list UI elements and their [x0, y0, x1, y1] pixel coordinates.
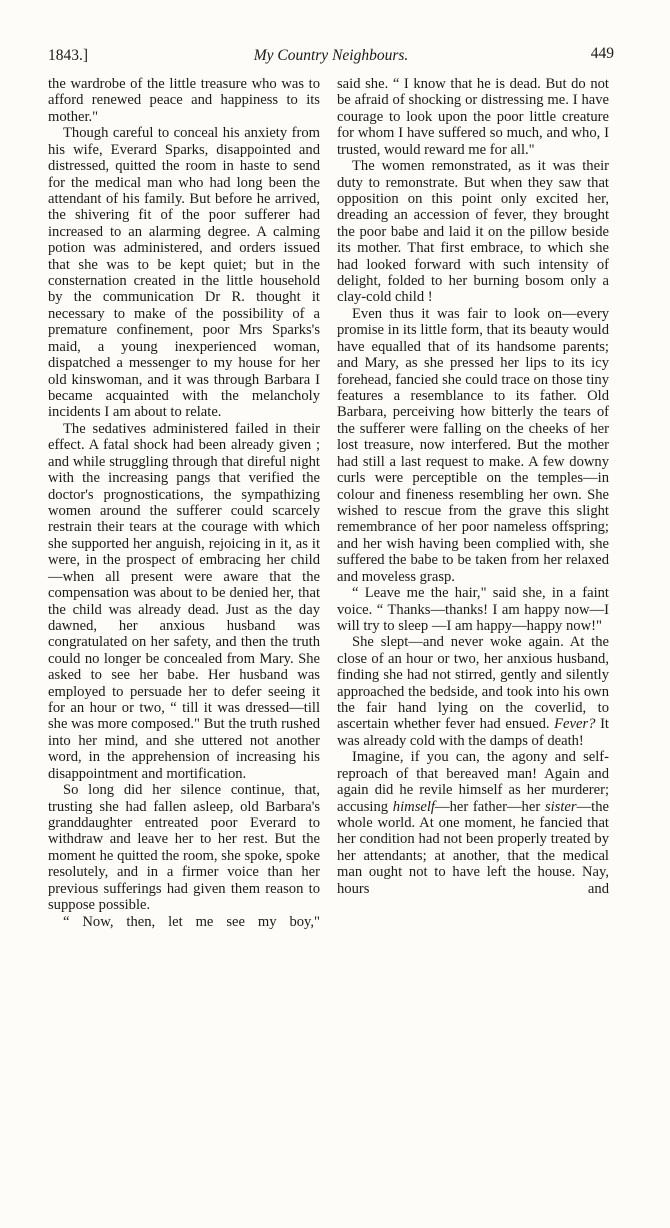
- running-header: [48, 46, 614, 68]
- paragraph-text: Imagine, if you can, the agony and self-reproach of that bereaved man! Again and again did he revile himself as her murderer; accusing: [337, 749, 609, 815]
- paragraph: Though careful to conceal his anxiety from his wife, Everard Sparks, disappointed and distressed, quitted the room in haste to send for the medical man who had long been the attendant of his family. But before he arrived, the shivering fit of the poor sufferer had increased to an alarming degree. A calming potion was administered, and orders issued that she was to be kept quiet; but in the consternation created in the little household by the communication Dr R. thought it necessary to make of the possibility of a premature confinement, poor Mrs Sparks's maid, a young inexperienced woman, dispatched a messenger to my house for her old kinswoman, and it was through Barbara I became acquainted with the melancholy incidents I am about to relate.: [48, 125, 320, 421]
- paragraph: said she. “ I know that he is dead. But do not be afraid of shocking or distressing me. I have courage to look upon the poor little creature for whom I have suffered so much, and who, I trusted, would reward me for all.": [337, 76, 609, 158]
- header-year: 1843.]: [48, 47, 89, 64]
- paragraph-text: She slept—and never woke again. At the close of an hour or two, her anxious husband, finding she had not stirred, gently and silently approached the bedside, and took into his own the fair hand lying on the coverlid, to ascertain whether fever had ensued.: [337, 634, 609, 733]
- italic-word: himself: [392, 798, 435, 815]
- paragraph: the wardrobe of the little treasure who was to afford renewed peace and happiness to its mother.": [48, 76, 320, 125]
- paragraph: [337, 634, 609, 749]
- paragraph: “ Now, then, let me see my boy,": [63, 913, 320, 930]
- italic-word: Fever?: [554, 716, 596, 733]
- paragraph: The women remonstrated, as it was their duty to remonstrate. But when they saw that opposition on this point only excited her, dreading an accession of fever, they brought the poor babe and laid it on the pillow beside its mother. That first embrace, to which she had looked forward with such intensity of delight, folded to her burning bosom only a clay-cold child !: [337, 158, 609, 306]
- paragraph: The sedatives administered failed in their effect. A fatal shock had been already given ; and while struggling through that direful night with the increasing pangs that verified the doctor's prognostications, the sympathizing women around the sufferer could scarcely restrain their tears at the courage with which she supported her anguish, rejoicing in it, as it were, in the prospect of embracing her child—when all present were aware that the compensation was about to be denied her, that the child was already dead. Just as the day dawned, her anxious husband was congratulated on her safety, and then the truth could no longer be concealed from Mary. She asked to see her babe. Her husband was employed to persuade her to defer seeing it for an hour or two, “ till it was dressed—till she was more composed." But the truth rushed into her mind, and she uttered not another word, in the apprehension of increasing his disappointment and mortification.: [48, 420, 320, 782]
- page-number: 449: [590, 45, 614, 62]
- paragraph: Even thus it was fair to look on—every promise in its little form, that its beauty would have equalled that of its handsome parents; and Mary, as she pressed her lips to its icy forehead, fancied she could trace on those tiny features a resemblance to its father. Old Barbara, perceiving how bitterly the tears of the sufferer were falling on the cheeks of her lost treasure, now interfered. But the mother had still a last request to make. A few downy curls were perceptible on the temples—in colour and fineness resembling her own. She wished to rescue from the grave this slight remembrance of her poor nameless offspring; and her wish having been complied with, she suffered the babe to be taken from her relaxed and moveless grasp.: [337, 305, 609, 585]
- paragraph-text: —her father—her: [434, 798, 545, 815]
- left-column: [48, 76, 320, 930]
- italic-word: sister: [544, 798, 577, 815]
- running-title: My Country Neighbours.: [253, 47, 409, 64]
- paragraph-text: —the whole world. At one moment, he fancied that her condition had not been properly treated by her attendants; at another, that the medical man ought not to have left the house. Nay, hours and: [337, 798, 609, 897]
- right-column: [337, 76, 609, 897]
- paragraph: [337, 749, 609, 897]
- paragraph: So long did her silence continue, that, trusting she had fallen asleep, old Barbara's granddaughter entreated poor Everard to withdraw and leave her to her rest. But the moment he quitted the room, she spoke, spoke resolutely, and in a firmer voice than her previous sufferings had given them reason to suppose possible.: [48, 782, 320, 914]
- paragraph-text: It was already cold with the damps of death!: [337, 716, 609, 749]
- paragraph: “ Leave me the hair," said she, in a faint voice. “ Thanks—thanks! I am happy now—I will try to sleep —I am happy—happy now!": [337, 585, 609, 634]
